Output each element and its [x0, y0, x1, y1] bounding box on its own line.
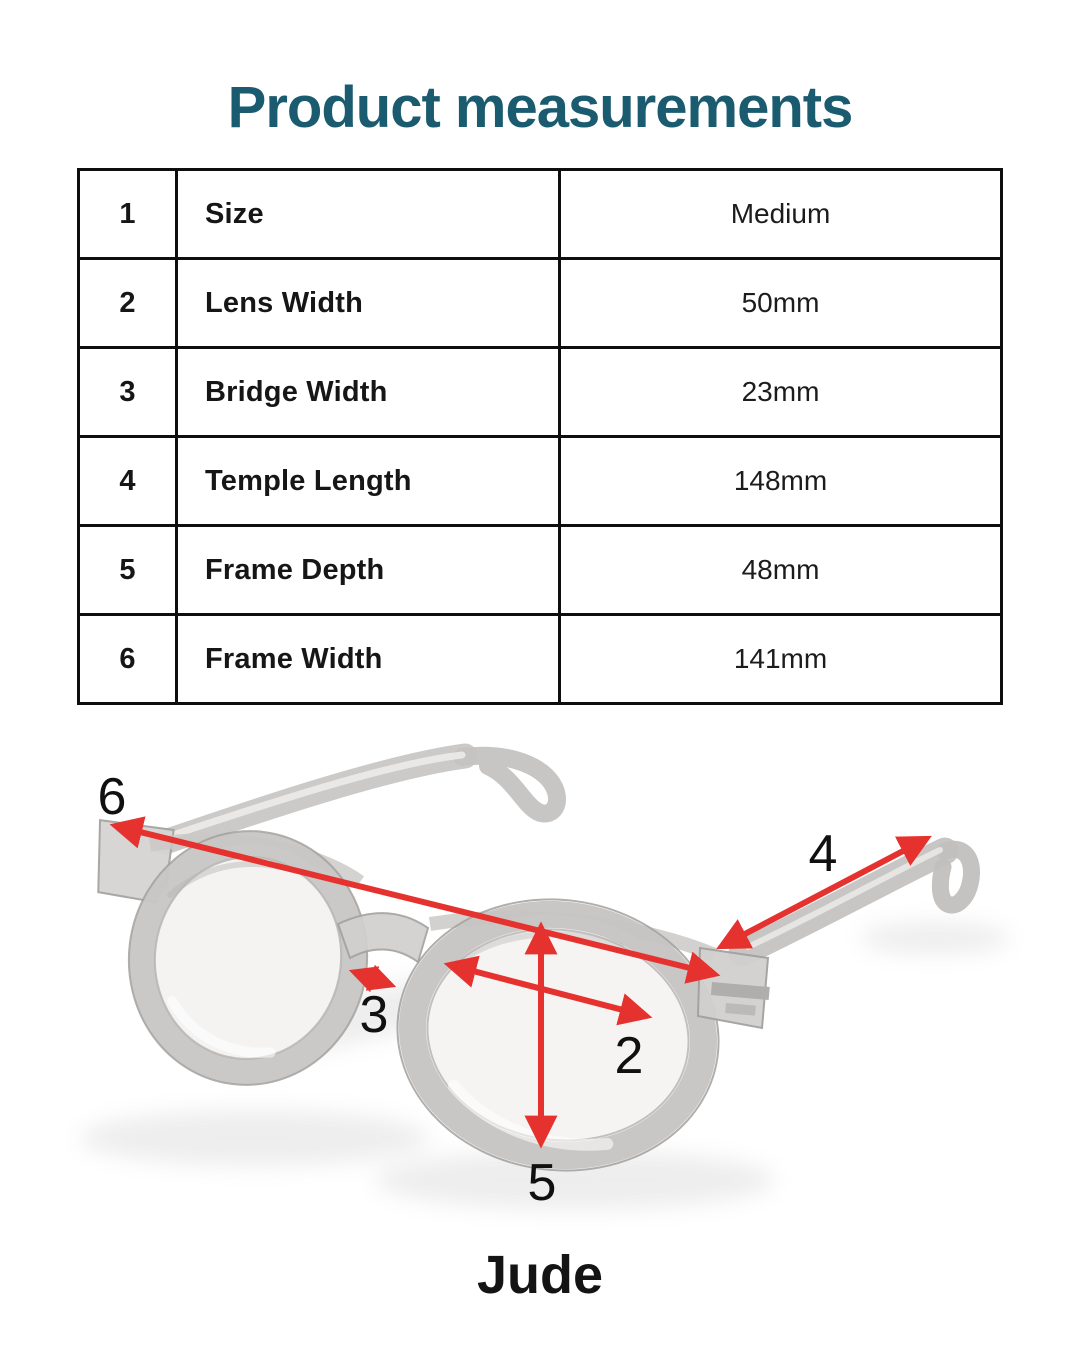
- row-value: Medium: [560, 170, 1002, 259]
- table-row: [79, 615, 1002, 704]
- row-number: 4: [79, 437, 177, 526]
- product-name: Jude: [476, 1245, 604, 1305]
- row-number: 6: [79, 615, 177, 704]
- row-label: Frame Depth: [177, 526, 560, 615]
- callout-lens-width: 2: [614, 1027, 644, 1085]
- callout-temple-length: 4: [808, 825, 838, 883]
- measurements-table: [77, 168, 1003, 705]
- row-number: 1: [79, 170, 177, 259]
- row-value: 23mm: [560, 348, 1002, 437]
- row-label: Frame Width: [177, 615, 560, 704]
- row-label: Temple Length: [177, 437, 560, 526]
- row-value: 148mm: [560, 437, 1002, 526]
- callout-frame-width: 6: [97, 768, 127, 826]
- row-number: 2: [79, 259, 177, 348]
- row-value: 141mm: [560, 615, 1002, 704]
- bridge: [338, 913, 428, 962]
- table-row: [79, 259, 1002, 348]
- callout-bridge-width: 3: [359, 986, 389, 1044]
- glasses-photo: [0, 710, 1080, 1230]
- row-label: Lens Width: [177, 259, 560, 348]
- row-number: 3: [79, 348, 177, 437]
- table-row: [79, 170, 1002, 259]
- row-value: 50mm: [560, 259, 1002, 348]
- page-title: Product measurements: [227, 75, 853, 140]
- table-row: [79, 526, 1002, 615]
- row-label: Bridge Width: [177, 348, 560, 437]
- left-temple: [165, 755, 557, 842]
- row-label: Size: [177, 170, 560, 259]
- right-endpiece: [698, 948, 770, 1028]
- row-number: 5: [79, 526, 177, 615]
- row-value: 48mm: [560, 526, 1002, 615]
- measurements-table-body: [79, 170, 1002, 704]
- table-row: [79, 437, 1002, 526]
- table-row: [79, 348, 1002, 437]
- callout-frame-depth: 5: [527, 1154, 557, 1212]
